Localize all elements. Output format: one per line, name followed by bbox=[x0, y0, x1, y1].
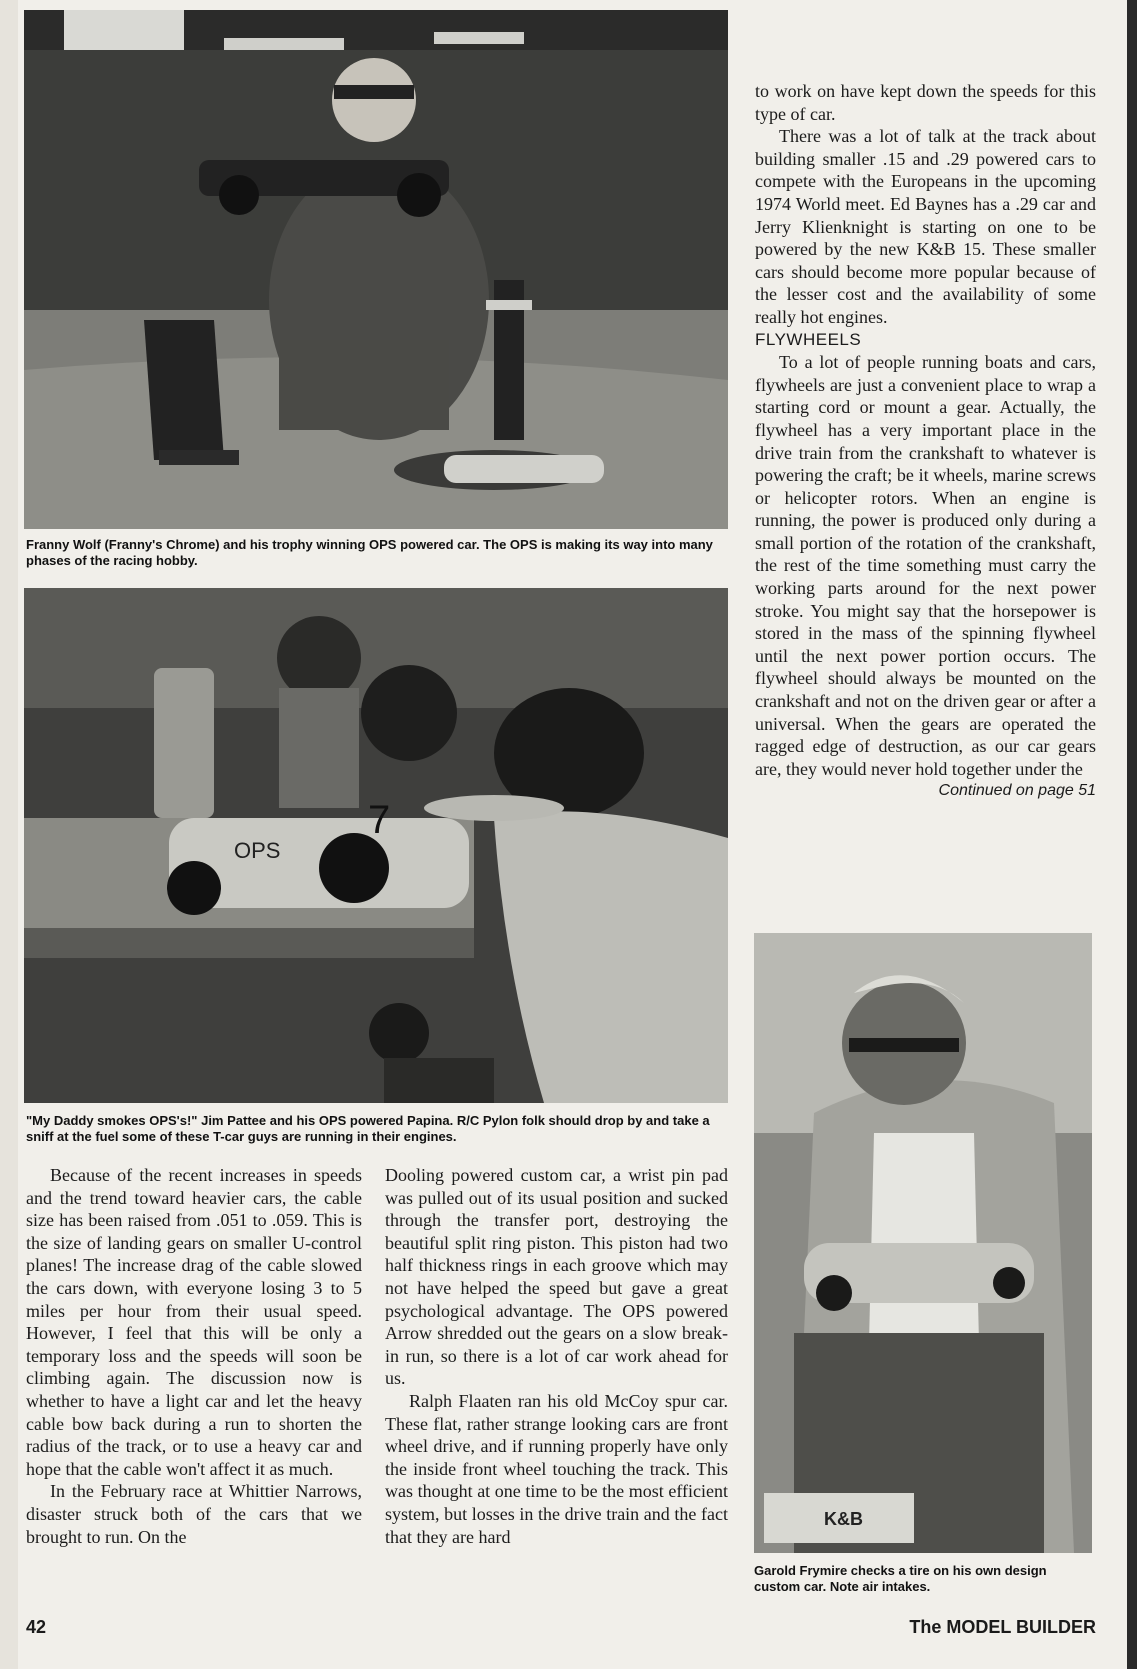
caption-photo1: Franny Wolf (Franny's Chrome) and his trophy winning OPS powered car. The OPS is making its way into many phases of the racing hobby. bbox=[26, 537, 713, 568]
right-col-paragraph-2: There was a lot of talk at the track about building smaller .15 and .29 powered cars to compete with the Europeans in the upcoming 1974 World meet. Ed Baynes has a .29 car and Jerry Klienknight is starting on one to be powered by the new K&B 15. These smaller cars should become more popular because of the lesser cost and the availability of some really hot engines. bbox=[755, 126, 1096, 327]
continued-note: Continued on page 51 bbox=[938, 782, 1096, 800]
photo-franny-wolf-illustration bbox=[24, 10, 728, 529]
right-col-paragraph-3: To a lot of people running boats and cars, flywheels are just a convenient place to wrap a starting cord or mount a gear. Actually, the flywheel has a very important place in the drive train from the crankshaft to whatever is powering the craft; be it wheels, marine screws or helicopter rotors. When an engine is running, the power is produced only during a small portion of the rotation of the crankshaft, the rest of the time something must carry the working parts around for the next power stroke. You might say that the horsepower is stored in the mass of the spinning flywheel until the next power portion occurs. The flywheel should always be mounted on the crankshaft and not on the driven gear or after a universal. When the gears are operated the ragged edge of destruction, as our car gears are, they would never hold together under the bbox=[755, 352, 1096, 779]
article-column-right bbox=[755, 80, 1096, 803]
article-column-middle bbox=[385, 1164, 728, 1548]
photo-franny-wolf bbox=[24, 10, 728, 529]
section-heading-flywheels: FLYWHEELS bbox=[755, 329, 862, 349]
caption-photo3: Garold Frymire checks a tire on his own design custom car. Note air intakes. bbox=[754, 1563, 1047, 1594]
photo-jim-pattee bbox=[24, 588, 728, 1103]
page-right-edge bbox=[1127, 0, 1137, 1669]
article-column-left bbox=[26, 1164, 362, 1548]
magazine-title: The MODEL BUILDER bbox=[909, 1617, 1096, 1637]
car-label-text: OPS bbox=[234, 838, 281, 863]
mid-col-paragraph-2: Ralph Flaaten ran his old McCoy spur car. These flat, rather strange looking cars are front wheel drive, and if running properly have only the inside front wheel touching the track. This was thought at one time to be the most efficient system, but losses in the drive train and the fact that they are hard bbox=[385, 1390, 728, 1547]
photo-garold-frymire bbox=[754, 933, 1092, 1553]
page-number: 42 bbox=[26, 1617, 47, 1637]
box-label-text: K&B bbox=[824, 1509, 863, 1529]
photo-jim-pattee-illustration bbox=[24, 588, 728, 1103]
left-col-paragraph-1: Because of the recent increases in speeds and the trend toward heavier cars, the cable size has been raised from .051 to .059. This is the size of landing gears on smaller U-control planes! The increase drag of the cable slowed the cars down, with everyone losing 3 to 5 miles per hour from their usual speed. However, I feel that this will be only a temporary loss and the speeds will soon be climbing again. The discussion now is whether to have a light car and let the heavy cable bow back during a run to shorten the radius of the track, or to use a heavy car and hope that the cable won't affect it as much. bbox=[26, 1165, 362, 1479]
car-number-text: 7 bbox=[368, 798, 391, 842]
mid-col-paragraph-1: Dooling powered custom car, a wrist pin pad was pulled out of its usual position and sucked through the transfer port, destroying the beautiful split ring piston. This piston had two half thickness rings in each groove which may not have helped the speed but gave a great psychological advantage. The OPS powered Arrow shredded out the gears on a slow break-in run, so there is a lot of car work ahead for us. bbox=[385, 1165, 728, 1389]
left-col-paragraph-2: In the February race at Whittier Narrows, disaster struck both of the cars that we brought to run. On the bbox=[26, 1481, 362, 1547]
photo-garold-frymire-illustration bbox=[754, 933, 1092, 1553]
right-col-intro: to work on have kept down the speeds for this type of car. bbox=[755, 81, 1096, 124]
caption-photo2: "My Daddy smokes OPS's!" Jim Pattee and his OPS powered Papina. R/C Pylon folk should drop by and take a sniff at the fuel some of these T-car guys are running in their engines. bbox=[26, 1113, 710, 1144]
page-left-edge bbox=[0, 0, 18, 1669]
